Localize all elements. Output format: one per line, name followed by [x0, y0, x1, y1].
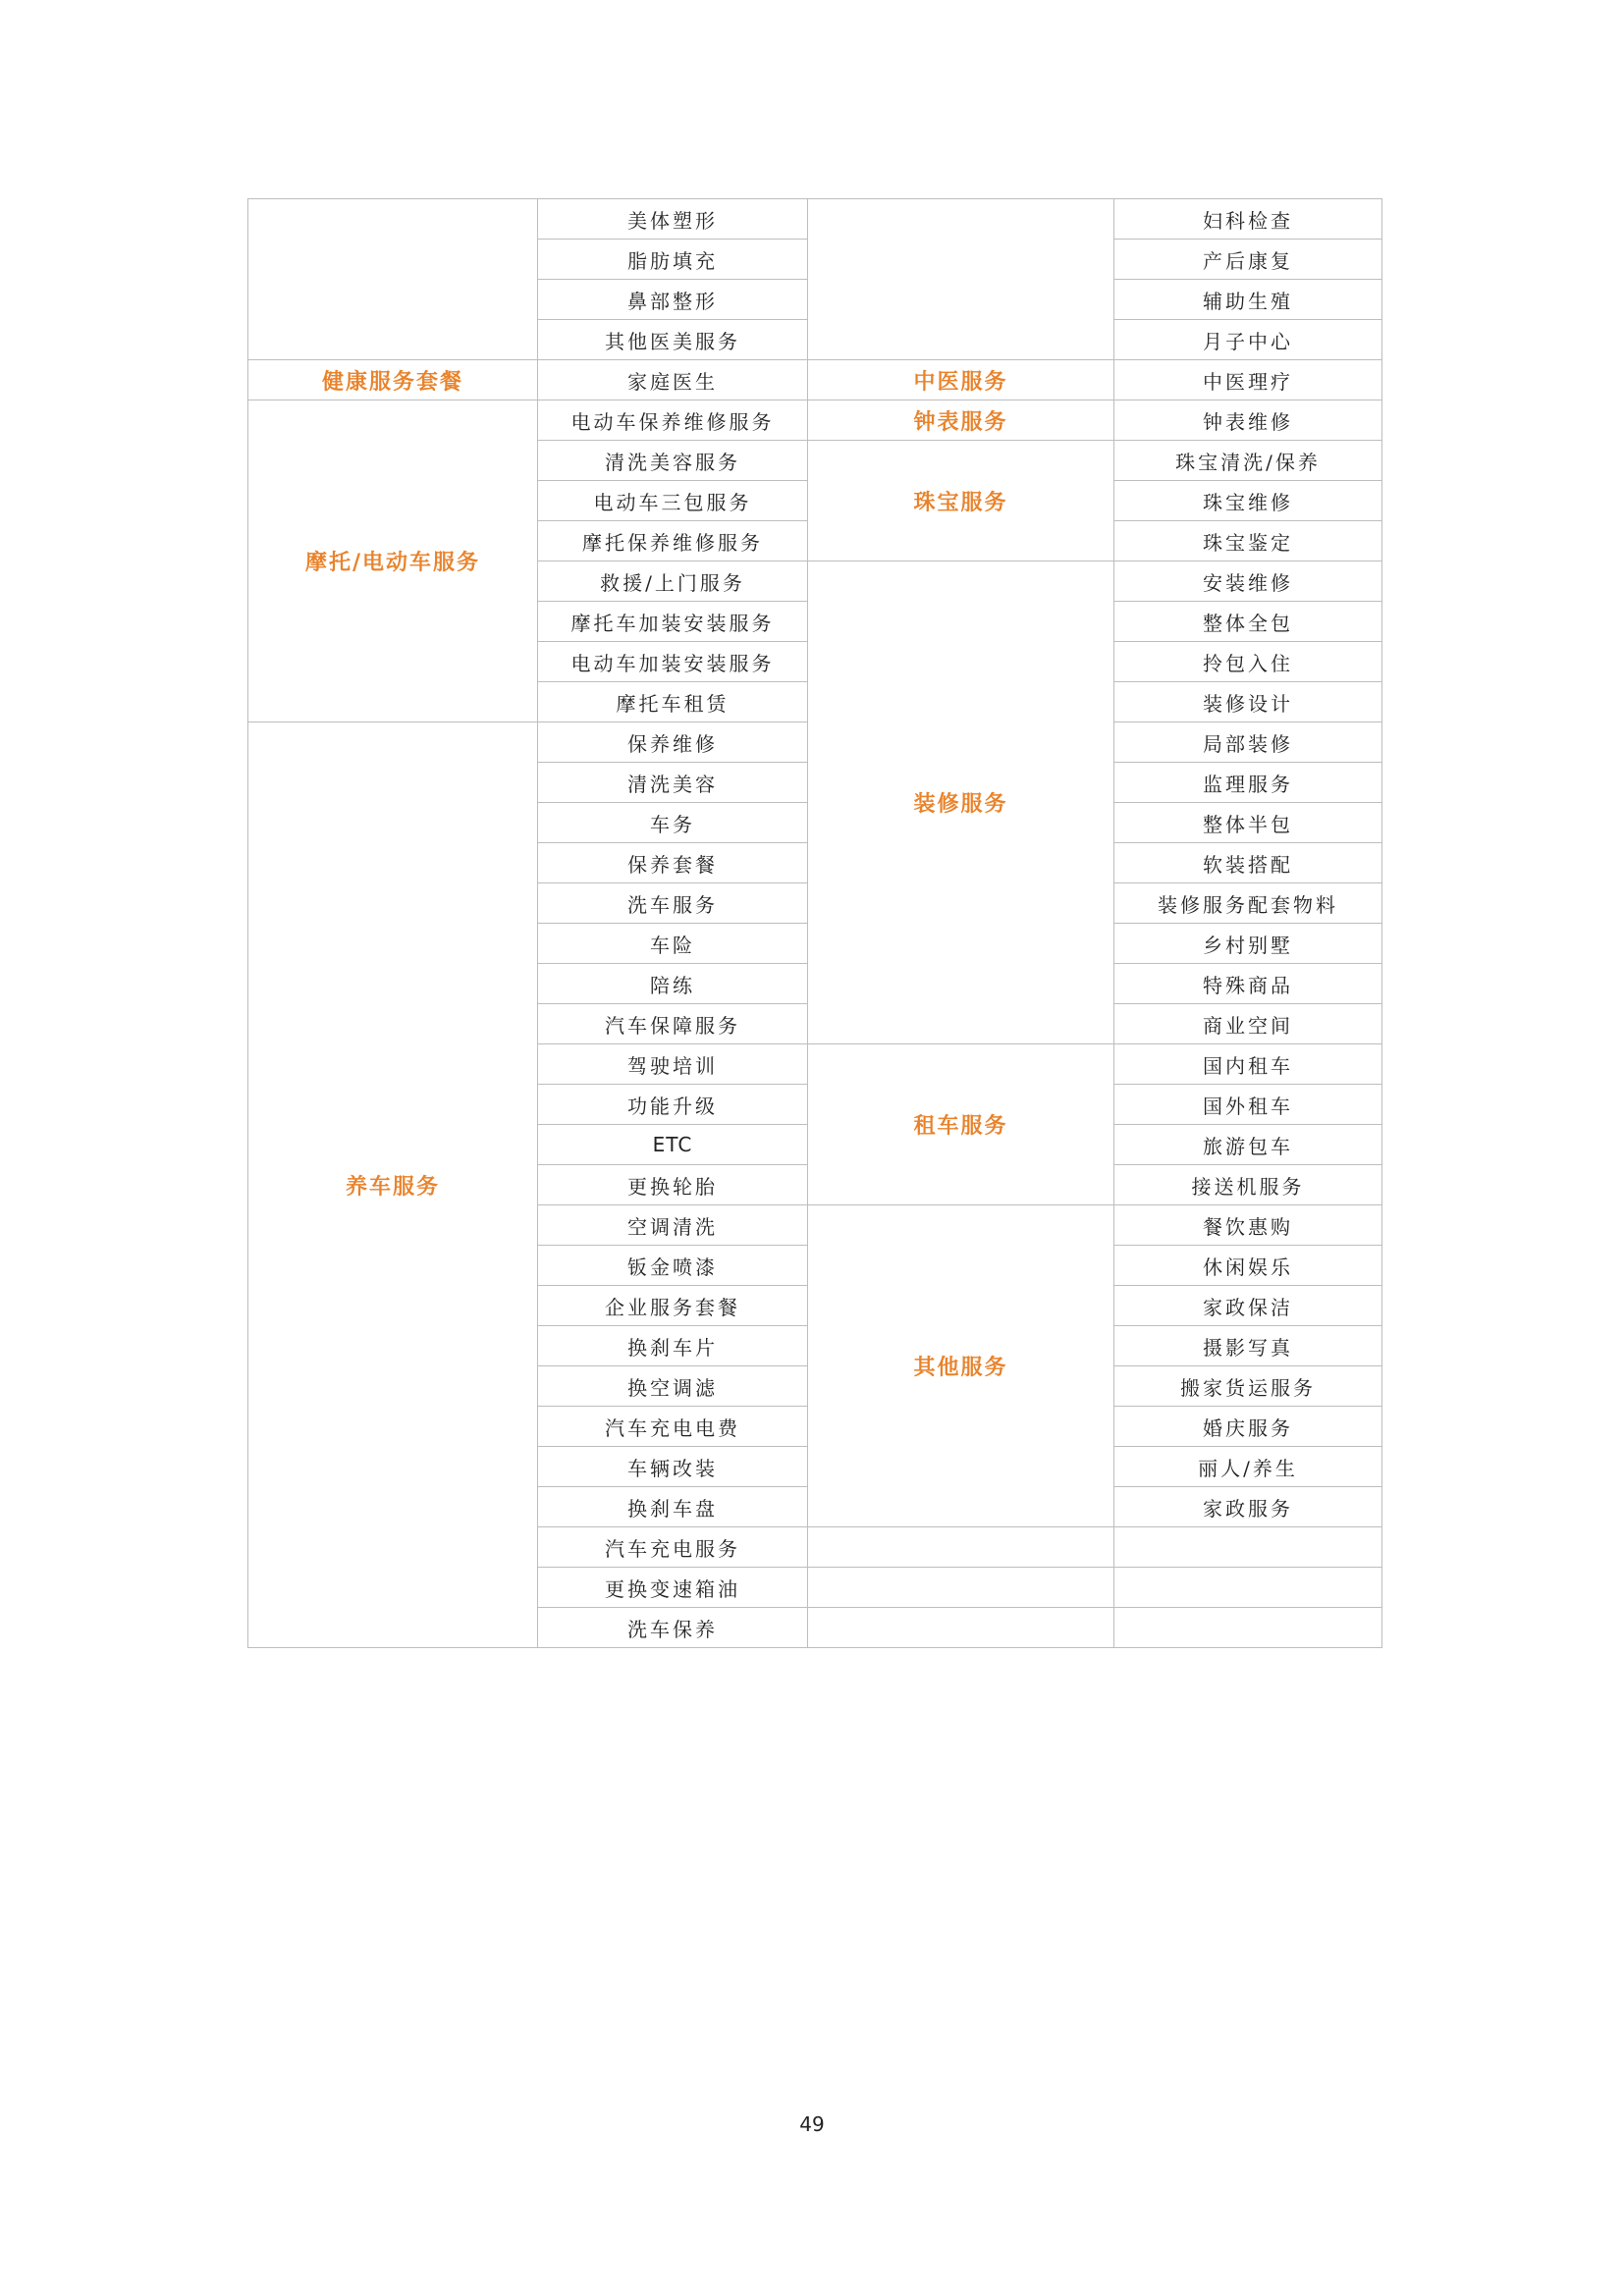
item-cell: 月子中心 — [1114, 320, 1382, 360]
category-cell: 摩托/电动车服务 — [248, 400, 538, 722]
empty-cell — [1114, 1608, 1382, 1648]
item-cell: 清洗美容 — [538, 763, 808, 803]
item-cell: 珠宝鉴定 — [1114, 521, 1382, 561]
item-cell: 企业服务套餐 — [538, 1286, 808, 1326]
item-cell: 电动车三包服务 — [538, 481, 808, 521]
item-cell: 特殊商品 — [1114, 964, 1382, 1004]
empty-cell — [1114, 1568, 1382, 1608]
item-cell: 更换变速箱油 — [538, 1568, 808, 1608]
item-cell: 保养维修 — [538, 722, 808, 763]
item-cell: 产后康复 — [1114, 240, 1382, 280]
item-cell: 家庭医生 — [538, 360, 808, 400]
item-cell: 换刹车片 — [538, 1326, 808, 1366]
item-cell: 保养套餐 — [538, 843, 808, 883]
item-cell: 搬家货运服务 — [1114, 1366, 1382, 1407]
item-cell: 洗车保养 — [538, 1608, 808, 1648]
item-cell: 乡村别墅 — [1114, 924, 1382, 964]
item-cell: 洗车服务 — [538, 883, 808, 924]
item-cell: 汽车充电服务 — [538, 1527, 808, 1568]
item-cell: 钣金喷漆 — [538, 1246, 808, 1286]
right-service-table — [807, 198, 1382, 1648]
item-cell: 装修服务配套物料 — [1114, 883, 1382, 924]
item-cell: 换空调滤 — [538, 1366, 808, 1407]
item-cell: 餐饮惠购 — [1114, 1205, 1382, 1246]
item-cell: 休闲娱乐 — [1114, 1246, 1382, 1286]
item-cell: 旅游包车 — [1114, 1125, 1382, 1165]
item-cell: 软装搭配 — [1114, 843, 1382, 883]
empty-cell — [1114, 1527, 1382, 1568]
item-cell: 功能升级 — [538, 1085, 808, 1125]
item-cell: 电动车保养维修服务 — [538, 400, 808, 441]
category-cell: 其他服务 — [808, 1205, 1114, 1527]
item-cell: 脂肪填充 — [538, 240, 808, 280]
item-cell: 清洗美容服务 — [538, 441, 808, 481]
item-cell: 丽人/养生 — [1114, 1447, 1382, 1487]
item-cell: 美体塑形 — [538, 199, 808, 240]
item-cell: 更换轮胎 — [538, 1165, 808, 1205]
item-cell: 婚庆服务 — [1114, 1407, 1382, 1447]
left-service-table — [247, 198, 808, 1648]
item-cell: 摩托车加装安装服务 — [538, 602, 808, 642]
item-cell: 钟表维修 — [1114, 400, 1382, 441]
page-number: 49 — [799, 2112, 825, 2136]
empty-cell — [808, 1608, 1114, 1648]
item-cell: 国外租车 — [1114, 1085, 1382, 1125]
item-cell: 局部装修 — [1114, 722, 1382, 763]
item-cell: 商业空间 — [1114, 1004, 1382, 1044]
item-cell: 珠宝维修 — [1114, 481, 1382, 521]
item-cell: 驾驶培训 — [538, 1044, 808, 1085]
item-cell: 车务 — [538, 803, 808, 843]
item-cell: 换刹车盘 — [538, 1487, 808, 1527]
category-cell: 钟表服务 — [808, 400, 1114, 441]
empty-cell — [808, 1568, 1114, 1608]
item-cell: 汽车充电电费 — [538, 1407, 808, 1447]
item-cell: ETC — [538, 1125, 808, 1165]
item-cell: 汽车保障服务 — [538, 1004, 808, 1044]
item-cell: 家政服务 — [1114, 1487, 1382, 1527]
item-cell: 其他医美服务 — [538, 320, 808, 360]
item-cell: 安装维修 — [1114, 561, 1382, 602]
item-cell: 国内租车 — [1114, 1044, 1382, 1085]
item-cell: 空调清洗 — [538, 1205, 808, 1246]
item-cell: 车辆改装 — [538, 1447, 808, 1487]
item-cell: 摩托车租赁 — [538, 682, 808, 722]
item-cell: 整体半包 — [1114, 803, 1382, 843]
item-cell: 车险 — [538, 924, 808, 964]
item-cell: 拎包入住 — [1114, 642, 1382, 682]
item-cell: 辅助生殖 — [1114, 280, 1382, 320]
item-cell: 家政保洁 — [1114, 1286, 1382, 1326]
category-cell: 养车服务 — [248, 722, 538, 1648]
item-cell: 中医理疗 — [1114, 360, 1382, 400]
item-cell: 珠宝清洗/保养 — [1114, 441, 1382, 481]
category-cell-empty — [808, 199, 1114, 360]
item-cell: 妇科检查 — [1114, 199, 1382, 240]
item-cell: 陪练 — [538, 964, 808, 1004]
item-cell: 电动车加装安装服务 — [538, 642, 808, 682]
category-cell: 装修服务 — [808, 561, 1114, 1044]
category-cell: 租车服务 — [808, 1044, 1114, 1205]
item-cell: 监理服务 — [1114, 763, 1382, 803]
category-cell: 中医服务 — [808, 360, 1114, 400]
item-cell: 鼻部整形 — [538, 280, 808, 320]
item-cell: 接送机服务 — [1114, 1165, 1382, 1205]
item-cell: 摄影写真 — [1114, 1326, 1382, 1366]
category-cell: 珠宝服务 — [808, 441, 1114, 561]
category-cell-empty — [248, 199, 538, 360]
category-cell: 健康服务套餐 — [248, 360, 538, 400]
item-cell: 整体全包 — [1114, 602, 1382, 642]
empty-cell — [808, 1527, 1114, 1568]
item-cell: 装修设计 — [1114, 682, 1382, 722]
item-cell: 救援/上门服务 — [538, 561, 808, 602]
item-cell: 摩托保养维修服务 — [538, 521, 808, 561]
